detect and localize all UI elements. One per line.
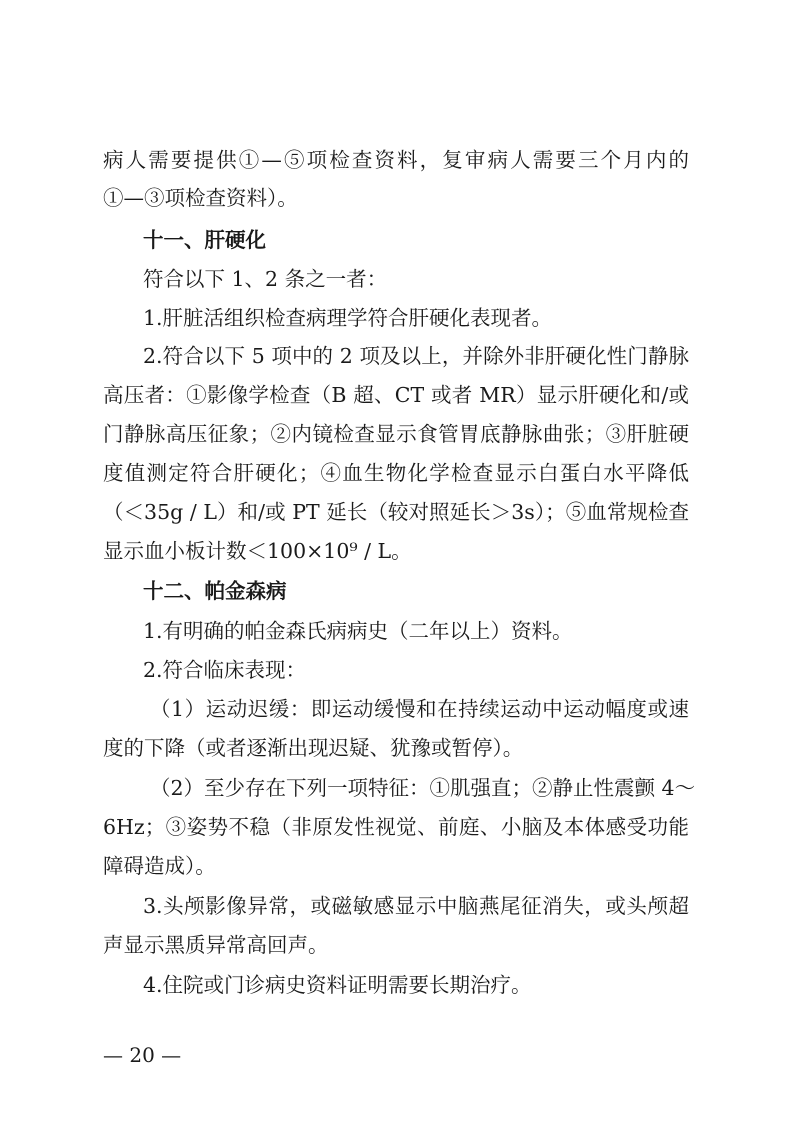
paragraph-line: 声显示黑质异常高回声。 — [103, 933, 329, 957]
paragraph-line: 障碍造成）。 — [103, 854, 216, 878]
sub-list-item: （2）至少存在下列一项特征：①肌强直；②静止性震颤 4～ — [150, 776, 696, 800]
paragraph-line: 度值测定符合肝硬化；④血生物化学检查显示白蛋白水平降低 — [103, 461, 689, 485]
paragraph-line: 度的下降（或者逐渐出现迟疑、犹豫或暂停）。 — [103, 736, 524, 760]
list-item: 3.头颅影像异常，或磁敏感显示中脑燕尾征消失，或头颅超 — [143, 894, 689, 918]
section-heading-cirrhosis: 十一、肝硬化 — [143, 228, 266, 252]
list-item: 4.住院或门诊病史资料证明需要长期治疗。 — [143, 973, 532, 997]
paragraph-line: 门静脉高压征象；②内镜检查显示食管胃底静脉曲张；③肝脏硬 — [103, 422, 689, 446]
list-item: 1.肝脏活组织检查病理学符合肝硬化表现者。 — [143, 306, 553, 330]
paragraph-line: （＜35g / L）和/或 PT 延长（较对照延长＞3s）；⑤血常规检查 — [103, 500, 689, 524]
list-item: 1.有明确的帕金森氏病病史（二年以上）资料。 — [143, 619, 573, 643]
list-item: 2.符合临床表现： — [143, 658, 307, 682]
sub-list-item: （1）运动迟缓：即运动缓慢和在持续运动中运动幅度或速 — [150, 697, 689, 721]
list-item: 2.符合以下 5 项中的 2 项及以上，并除外非肝硬化性门静脉 — [143, 344, 689, 368]
page-number: — 20 — — [103, 1043, 182, 1067]
paragraph-line: ①—③项检查资料）。 — [103, 186, 298, 210]
paragraph-line: 高压者：①影像学检查（B 超、CT 或者 MR）显示肝硬化和/或 — [103, 383, 689, 407]
section-heading-parkinsons: 十二、帕金森病 — [143, 579, 287, 603]
paragraph-line: 显示血小板计数＜100×10⁹ / L。 — [103, 539, 412, 563]
paragraph-line: 病人需要提供①—⑤项检查资料，复审病人需要三个月内的 — [103, 148, 689, 172]
paragraph-line: 符合以下 1、2 条之一者： — [143, 267, 388, 291]
paragraph-line: 6Hz；③姿势不稳（非原发性视觉、前庭、小脑及本体感受功能 — [103, 815, 689, 839]
